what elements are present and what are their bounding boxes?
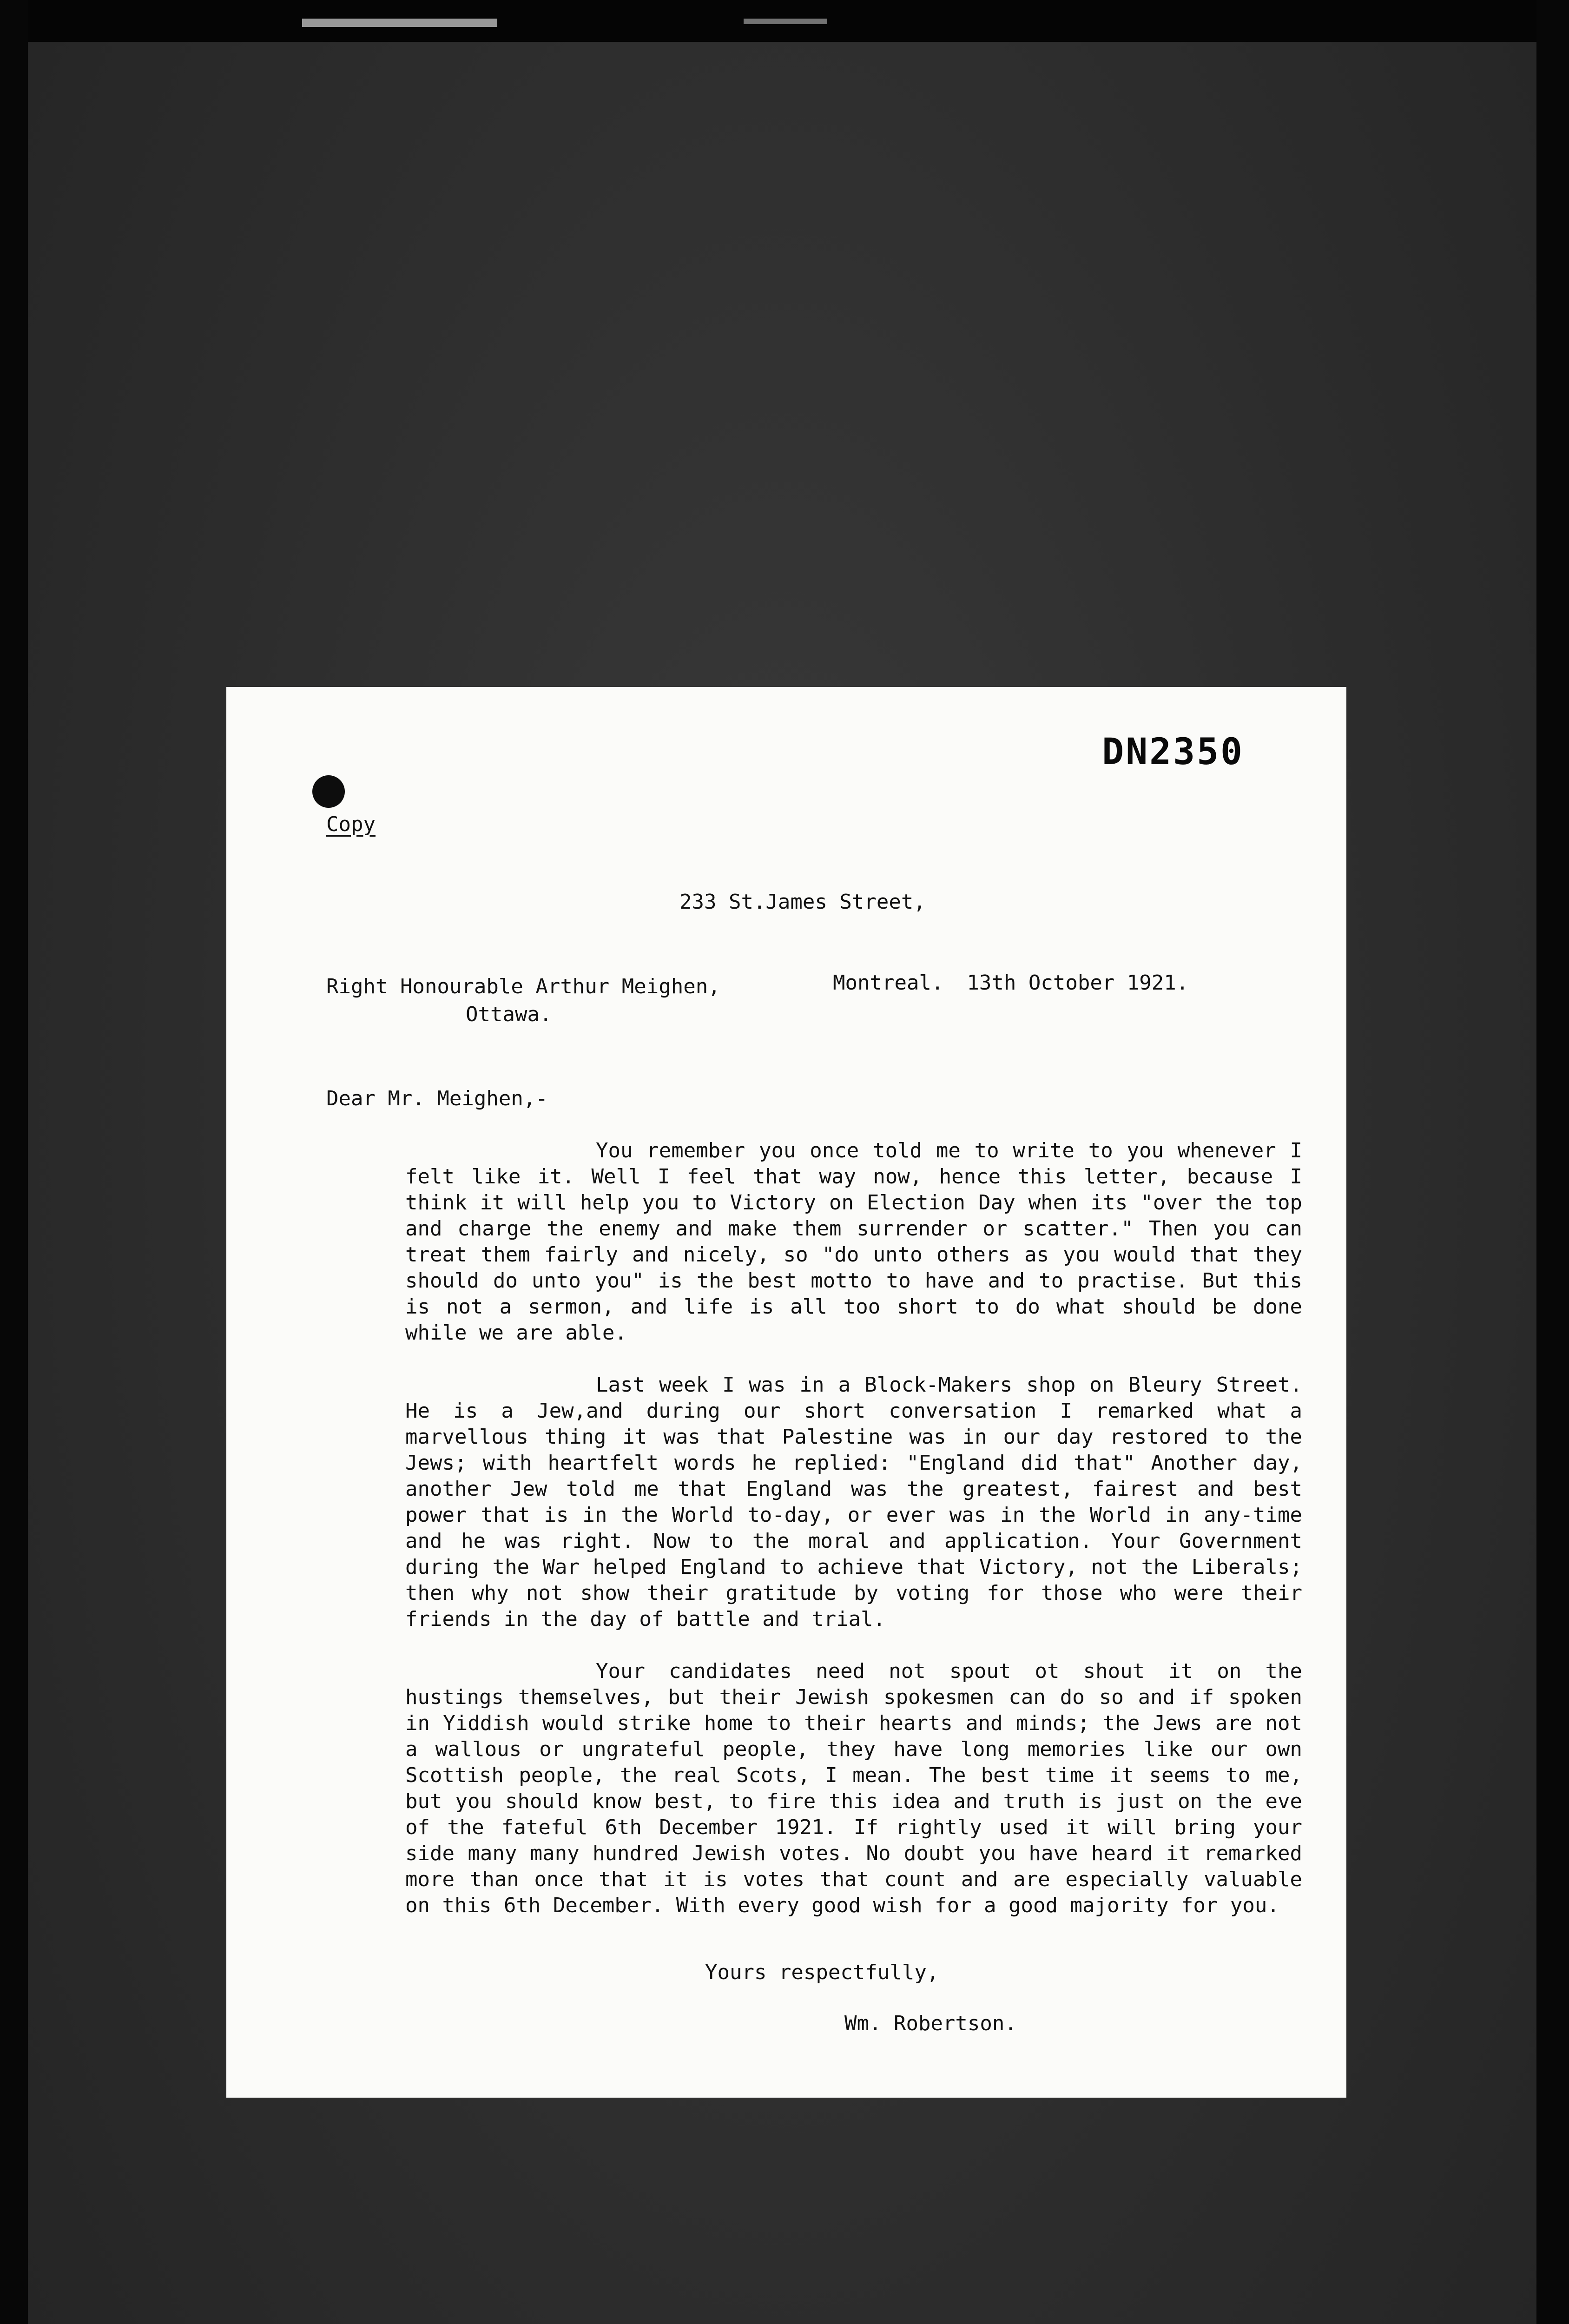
tape-mark	[302, 19, 497, 27]
letter-paragraph-1: You remember you once told me to write to you whenever I felt like it. Well I feel that way now, hence this letter, because I think it will help you to Victory on Election Day when its "over the top and charge the enemy and make them surrender or scatter." Then you can treat them fairly and nicely, so "do unto others as you would that they should do unto you" is the best motto to have and to practise. But this is not a sermon, and life is all too short to do what should be done while we are able.	[405, 1139, 1302, 1345]
address-line-city-date	[679, 970, 1188, 997]
film-edge-left	[0, 0, 28, 2324]
salutation: Dear Mr. Meighen,-	[326, 1087, 548, 1110]
recipient-name: Right Honourable Arthur Meighen,	[326, 975, 720, 998]
letter-page	[226, 687, 1346, 2098]
address-city: Montreal.	[833, 971, 944, 995]
sender-address	[679, 835, 1188, 1050]
film-edge-right	[1536, 0, 1569, 2324]
letter-paragraph-3: Your candidates need not spout ot shout it on the hustings themselves, but their Jewish spokesmen can do so and if spoken in Yiddish would strike home to their hearts and minds; the Jews are not a wallous or ungrateful people, they have long memories like our own Scottish people, the real Scots, I mean. The best time it seems to me, but you should know best, to fire this idea and truth is just on the eve of the fateful 6th December 1921. If rightly used it will bring your side many many hundred Jewish votes. No doubt you have heard it remarked more than once that it is votes that count and are especially valuable on this 6th December. With every good wish for a good majority for you.	[405, 1659, 1302, 1917]
copy-label: Copy	[326, 812, 376, 836]
tape-mark	[744, 19, 827, 24]
letter-closing: Yours respectfully,	[705, 1961, 939, 1984]
recipient-block	[326, 973, 720, 1029]
address-line-street: 233 St.James Street,	[679, 890, 926, 914]
letter-paragraph-2: Last week I was in a Block-Makers shop on Bleury Street. He is a Jew,and during our short conversation I remarked what a marvellous thing it was that Palestine was in our day restored to the Jews; with heartfelt words he replied: "England did that" Another day, another Jew told me that England was the greatest, fairest and best power that is in the World to-day, or ever was in the World in any-time and he was right. Now to the moral and application. Your Government during the War helped England to achieve that Victory, not the Liberals; then why not show their gratitude by voting for those who were their friends in the day of battle and trial.	[405, 1373, 1302, 1631]
letter-signature: Wm. Robertson.	[844, 2012, 1017, 2035]
punch-hole	[312, 775, 345, 808]
letter-date: 13th October 1921.	[967, 971, 1189, 995]
recipient-city: Ottawa.	[466, 1003, 552, 1026]
document-stamp-number: DN2350	[1102, 731, 1244, 773]
letter-body	[405, 1138, 1302, 1919]
